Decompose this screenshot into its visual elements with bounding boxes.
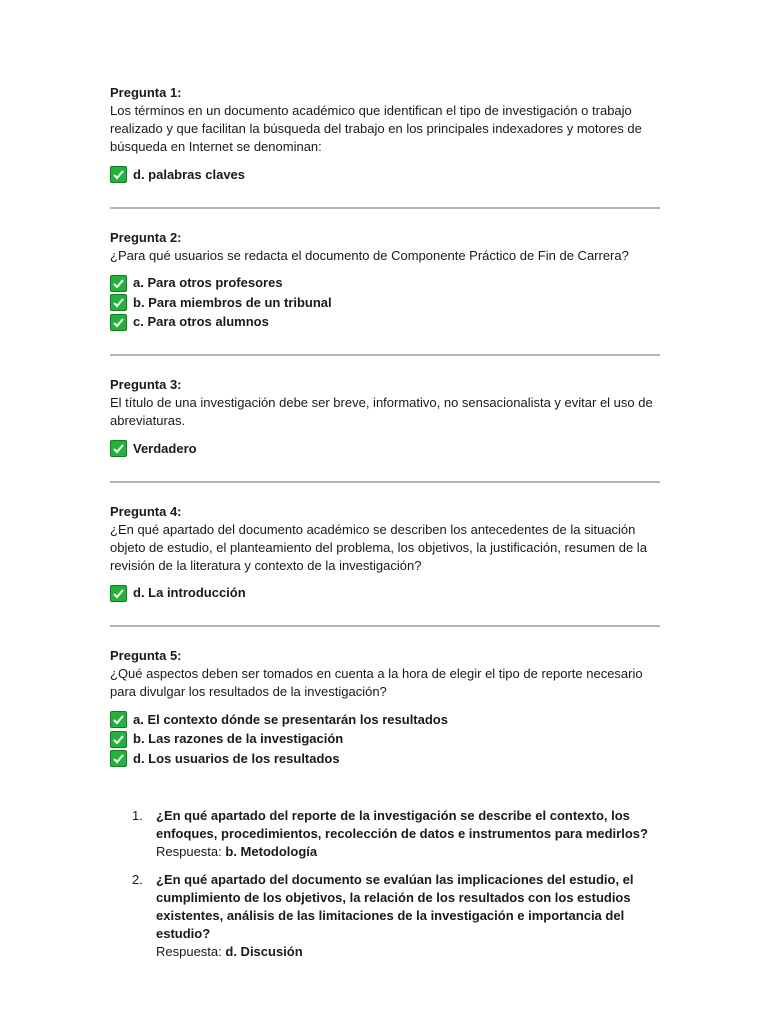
question-title: Pregunta 2:: [110, 229, 182, 245]
answer-text: b. Para miembros de un tribunal: [133, 294, 332, 310]
answer-text: d. palabras claves: [133, 166, 246, 182]
response-value: d. Discusión: [225, 943, 303, 959]
list-item-body: [156, 871, 660, 961]
answer-list: [110, 710, 660, 769]
answer-text: d. La introducción: [133, 585, 246, 601]
answer-text: d. Los usuarios de los resultados: [133, 750, 340, 766]
check-box-icon: [110, 750, 127, 767]
check-box-icon: [110, 585, 127, 602]
question-text: El título de una investigación debe ser breve, informativo, no sensacionalista y evitar el uso de abreviaturas.: [110, 395, 653, 428]
answer-list: [110, 274, 660, 333]
answer-item: [110, 584, 660, 604]
numbered-list: [110, 807, 660, 961]
divider: [110, 481, 660, 483]
check-box-icon: [110, 294, 127, 311]
answer-text: Verdadero: [133, 440, 197, 456]
answer-item: [110, 749, 660, 769]
answer-item: [110, 313, 660, 333]
answer-text: c. Para otros alumnos: [133, 314, 269, 330]
list-number: 1.: [132, 807, 143, 823]
divider: [110, 354, 660, 356]
list-response: [156, 943, 660, 961]
list-item: [110, 807, 660, 861]
question-1: [110, 84, 660, 185]
answer-text: a. El contexto dónde se presentarán los resultados: [133, 711, 448, 727]
check-box-icon: [110, 711, 127, 728]
answer-item: [110, 439, 660, 459]
check-box-icon: [110, 275, 127, 292]
answer-item: [110, 293, 660, 313]
divider: [110, 625, 660, 627]
list-question: ¿En qué apartado del reporte de la investigación se describe el contexto, los enfoques, procedimientos, recolección de datos e instrumentos para medirlos?: [156, 807, 648, 841]
question-4: [110, 503, 660, 604]
question-text: ¿Qué aspectos deben ser tomados en cuenta a la hora de elegir el tipo de reporte necesario para divulgar los resultados de la investigación?: [110, 666, 643, 699]
question-title: Pregunta 4:: [110, 503, 182, 519]
list-item-body: [156, 807, 660, 861]
list-question: ¿En qué apartado del documento se evalúan las implicaciones del estudio, el cumplimiento de los objetivos, la relación de los resultados con los estudios existentes, análisis de las limitaciones de la investigación e importancia del estudio?: [156, 871, 634, 941]
answer-item: [110, 165, 660, 185]
answer-text: a. Para otros profesores: [133, 275, 283, 291]
question-text: Los términos en un documento académico que identifican el tipo de investigación o trabajo realizado y que facilitan la búsqueda del trabajo en los principales indexadores y motores de búsqueda en Internet se denominan:: [110, 103, 642, 154]
question-text: ¿Para qué usuarios se redacta el documento de Componente Práctico de Fin de Carrera?: [110, 247, 629, 263]
answer-list: [110, 439, 660, 459]
divider: [110, 207, 660, 209]
response-label: Respuesta:: [156, 843, 222, 859]
question-text: ¿En qué apartado del documento académico se describen los antecedentes de la situación objeto de estudio, el planteamiento del problema, los objetivos, la justificación, resumen de la revisión de la literatura y contexto de la investigación?: [110, 521, 647, 573]
document-content: [110, 84, 660, 971]
answer-list: [110, 584, 660, 604]
check-box-icon: [110, 166, 127, 183]
list-item: [110, 871, 660, 961]
response-value: b. Metodología: [225, 843, 318, 859]
response-label: Respuesta:: [156, 943, 222, 959]
check-box-icon: [110, 731, 127, 748]
answer-text: b. Las razones de la investigación: [133, 731, 344, 747]
question-5: [110, 647, 660, 769]
list-number: 2.: [132, 871, 143, 887]
answer-item: [110, 710, 660, 730]
answer-item: [110, 274, 660, 294]
answer-item: [110, 730, 660, 750]
check-box-icon: [110, 314, 127, 331]
answer-list: [110, 165, 660, 185]
question-2: [110, 229, 660, 333]
question-title: Pregunta 1:: [110, 85, 182, 100]
question-title: Pregunta 5:: [110, 648, 182, 663]
question-3: [110, 376, 660, 459]
check-box-icon: [110, 440, 127, 457]
question-title: Pregunta 3:: [110, 377, 182, 392]
list-response: [156, 843, 660, 861]
